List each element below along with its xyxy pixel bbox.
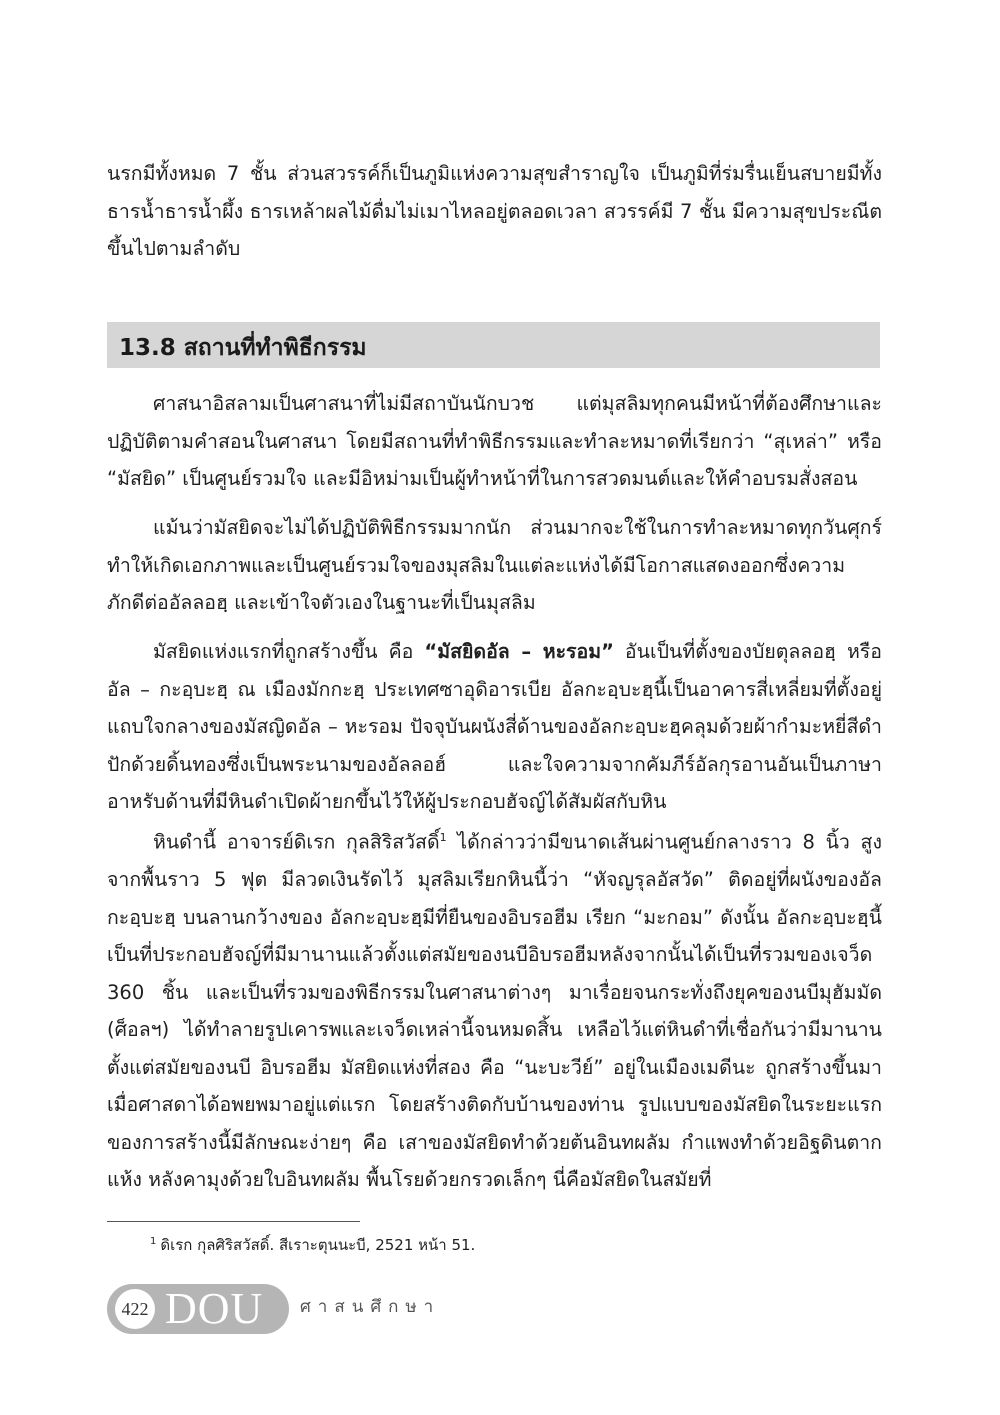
continuation-paragraph: นรกมีทั้งหมด 7 ชั้น ส่วนสวรรค์ก็เป็นภูมิแห่งความสุขสำราญใจ เป็นภูมิที่ร่มรื่นเย็นสบายมีทั้งธารน้ำธารน้ำผึ้ง ธารเหล้าผลไม้ดื่มไม่เมาไหลอยู่ตลอดเวลา สวรรค์มี 7 ชั้น มีความสุขประณีตขึ้นไปตามลำดับ: [107, 162, 882, 260]
paragraph-3-lead: มัสยิดแห่งแรกที่ถูกสร้างขึ้น คือ: [153, 640, 425, 663]
body-paragraph-2: แม้นว่ามัสยิดจะไม่ได้ปฏิบัติพิธีกรรมมากนัก ส่วนมากจะใช้ในการทำละหมาดทุกวันศุกร์ ทำให้เกิดเอกภาพและเป็นศูนย์รวมใจของมุสลิมในแต่ละแห่งได้มีโอกาสแสดงออกซึ่งความภักดีต่ออัลลอฮฺ และเข้าใจตัวเองในฐานะที่เป็นมุสลิม: [107, 516, 882, 614]
paragraph-3-rest: อันเป็นที่ตั้งของบัยตุลลอฮฺ หรือ อัล – กะอฺบะฮฺ ณ เมืองมักกะฮฺ ประเทศซาอุดิอารเบีย อัลกะอฺบะฮฺนี้เป็นอาคารสี่เหลี่ยมที่ตั้งอยู่แถบใจกลางของมัสญิดอัล – หะรอม ปัจจุบันผนังสี่ด้านของอัลกะอฺบะฮฺคลุมด้วยผ้ากำมะหยี่สีดำปักด้วยดิ้นทองซึ่งเป็นพระนามของอัลลอฮ์ และใจความจากคัมภีร์อัลกุรอานอันเป็นภาษาอาหรับด้านที่มีหินดำเปิดผ้ายกขึ้นไว้ให้ผู้ประกอบฮัจญ์ได้สัมผัสกับหิน: [107, 640, 882, 813]
footnote-marker: 1: [150, 1236, 157, 1247]
footnote-reference: 1: [439, 831, 447, 844]
body-paragraph-4: [107, 819, 882, 1199]
paragraph-4-rest: ได้กล่าวว่ามีขนาดเส้นผ่านศูนย์กลางราว 8 นิ้ว สูงจากพื้นราว 5 ฟุต มีลวดเงินรัดไว้ มุสลิมเรียกหินนี้ว่า “หัจญรุลอัสวัด” ติดอยู่ที่ผนังของอัลกะอฺบะฮฺ บนลานกว้างของ อัลกะอฺบะฮฺมีที่ยืนของอิบรอฮีม เรียก “มะกอม” ดังนั้น อัลกะอฺบะฮฺนี้เป็นที่ประกอบฮัจญ์ที่มีมานานแล้วตั้งแต่สมัยของนบีอิบรอฮีมหลังจากนั้นได้เป็นที่รวมของเจว็ด 360 ชิ้น และเป็นที่รวมของพิธีกรรมในศาสนาต่างๆ มาเรื่อยจนกระทั่งถึงยุคของนบีมุฮัมมัด (ศ็อลฯ) ได้ทำลายรูปเคารพและเจว็ดเหล่านี้จนหมดสิ้น เหลือไว้แต่หินดำที่เชื่อกันว่ามีมานานตั้งแต่สมัยของนบี อิบรอฮีม มัสยิดแห่งที่สอง คือ “นะบะวีย์” อยู่ในเมืองเมดีนะ ถูกสร้างขึ้นมาเมื่อศาสดาได้อพยพมาอยู่แต่แรก โดยสร้างติดกับบ้านของท่าน รูปแบบของมัสยิดในระยะแรกของการสร้างนี้มีลักษณะง่ายๆ คือ เสาของมัสยิดทำด้วยต้นอินทผลัม กำแพงทำด้วยอิฐดินตากแห้ง หลังคามุงด้วยใบอินทผลัม พื้นโรยด้วยกรวดเล็กๆ นี่คือมัสยิดในสมัยที่: [107, 830, 882, 1191]
page-badge: [107, 1284, 289, 1334]
page-number: 422: [115, 1289, 155, 1329]
running-title: ศาสนศึกษา: [300, 1297, 441, 1317]
body-paragraph-1: ศาสนาอิสลามเป็นศาสนาที่ไม่มีสถาบันนักบวช แต่มุสลิมทุกคนมีหน้าที่ต้องศึกษาและปฏิบัติตามคำสอนในศาสนา โดยมีสถานที่ทำพิธีกรรมและทำละหมาดที่เรียกว่า “สุเหล่า” หรือ “มัสยิด” เป็นศูนย์รวมใจ และมีอิหม่ามเป็นผู้ทำหน้าที่ในการสวดมนต์และให้คำอบรมสั่งสอน: [107, 392, 882, 490]
footnote: [150, 1233, 475, 1257]
footnote-divider: [107, 1221, 360, 1222]
section-heading-bar: [107, 322, 880, 368]
dou-logo: DOU: [165, 1284, 264, 1333]
footnote-text: ดิเรก กุลศิริสวัสดิ์. สีเราะตุนนะบี, 2521 หน้า 51.: [160, 1236, 476, 1254]
masjid-al-haram-term: “มัสยิดอัล – หะรอม”: [424, 640, 614, 663]
body-paragraph-3: [107, 633, 882, 821]
paragraph-4-lead: หินดำนี้ อาจารย์ดิเรก กุลสิริสวัสดิ์: [153, 830, 440, 854]
section-title: 13.8 สถานที่ทำพิธีกรรม: [119, 335, 367, 361]
